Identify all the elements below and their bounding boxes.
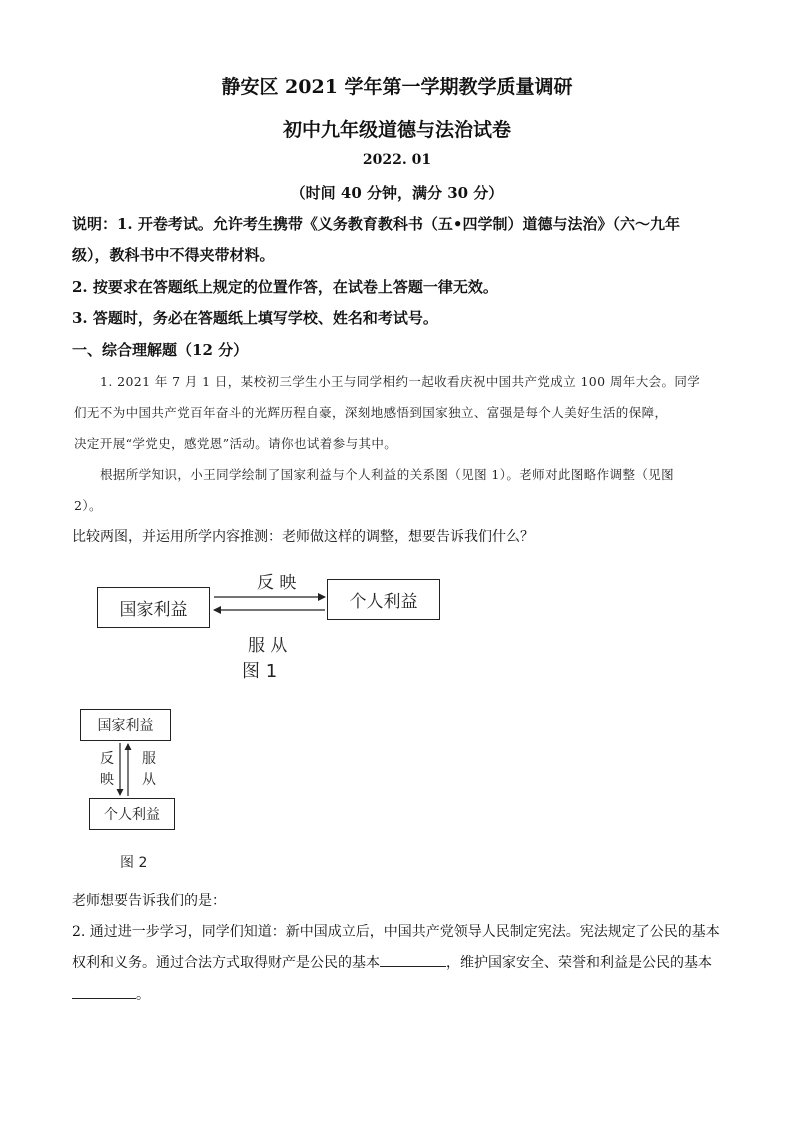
fig1-left-box-label: 国家利益 [119,600,188,620]
fig2-left-label-2: 映 [100,772,114,788]
fig1-personal-interest-box [327,579,440,620]
q2-blank-2[interactable] [72,984,136,999]
fig1-national-interest-box [97,587,210,628]
exam-time-info: （时间 40 分钟，满分 30 分） [290,184,504,202]
exam-title: 静安区 2021 学年第一学期教学质量调研 [221,76,573,98]
q1-para1-line2: 们无不为中国共产党百年奋斗的光辉历程自豪，深刻地感悟到国家独立、富强是每个人美好生活的保障， [74,405,668,420]
fig2-national-interest-box [80,709,171,741]
q1-para1-line3: 决定开展“学党史，感党恩”活动。请你也试着参与其中。 [74,436,398,451]
fig2-bottom-box-label: 个人利益 [104,807,160,823]
fig2-caption: 图 2 [120,855,148,871]
fig2-personal-interest-box [89,798,175,830]
instruction-line-1: 说明：1. 开卷考试。允许考生携带《义务教育教科书（五•四学制）道德与法治》（六～九年 [72,215,680,233]
instruction-line-1b: 级），教科书中不得夹带材料。 [72,246,275,264]
fig1-bottom-label: 服 从 [248,636,288,656]
fig1-arrows [210,590,328,620]
q1-para2-line1: 根据所学知识，小王同学绘制了国家利益与个人利益的关系图（见图 1）。老师对此图略作调整（见图 [100,467,675,482]
q1-answer-lead: 老师想要告诉我们的是： [72,893,226,909]
fig2-arrows [113,741,135,799]
instruction-line-3: 3. 答题时，务必在答题纸上填写学校、姓名和考试号。 [72,309,438,327]
fig1-right-box-label: 个人利益 [349,592,418,612]
q1-prompt: 比较两图，并运用所学内容推测：老师做这样的调整，想要告诉我们什么？ [72,529,534,545]
fig1-top-label: 反 映 [257,573,297,593]
exam-date: 2022. 01 [362,152,432,168]
q2-line-3 [72,984,150,1004]
q2-line-1: 2. 通过进一步学习，同学们知道：新中国成立后，中国共产党领导人民制定宪法。宪法规定了公民的基本 [72,924,720,940]
q2-line-2 [72,952,712,972]
q2-line2-text-a: 权利和义务。通过合法方式取得财产是公民的基本 [72,955,380,971]
q2-line3-end: 。 [136,987,150,1003]
instruction-line-2: 2. 按要求在答题纸上规定的位置作答，在试卷上答题一律无效。 [72,278,498,296]
fig2-right-label-1: 服 [142,751,156,767]
exam-subtitle: 初中九年级道德与法治试卷 [282,119,511,141]
fig2-top-box-label: 国家利益 [97,718,154,734]
fig2-left-label-1: 反 [100,751,114,767]
q1-para2-line2: 2）。 [74,498,102,513]
fig2-right-label-2: 从 [142,772,156,788]
q2-line2-text-b: ，维护国家安全、荣誉和利益是公民的基本 [446,955,712,971]
q1-para1-line1: 1. 2021 年 7 月 1 日，某校初三学生小王与同学相约一起收看庆祝中国共产党成立 100 周年大会。同学 [100,374,701,389]
fig1-caption: 图 1 [242,661,278,682]
section-heading: 一、综合理解题（12 分） [72,341,249,359]
q2-blank-1[interactable] [380,952,446,967]
